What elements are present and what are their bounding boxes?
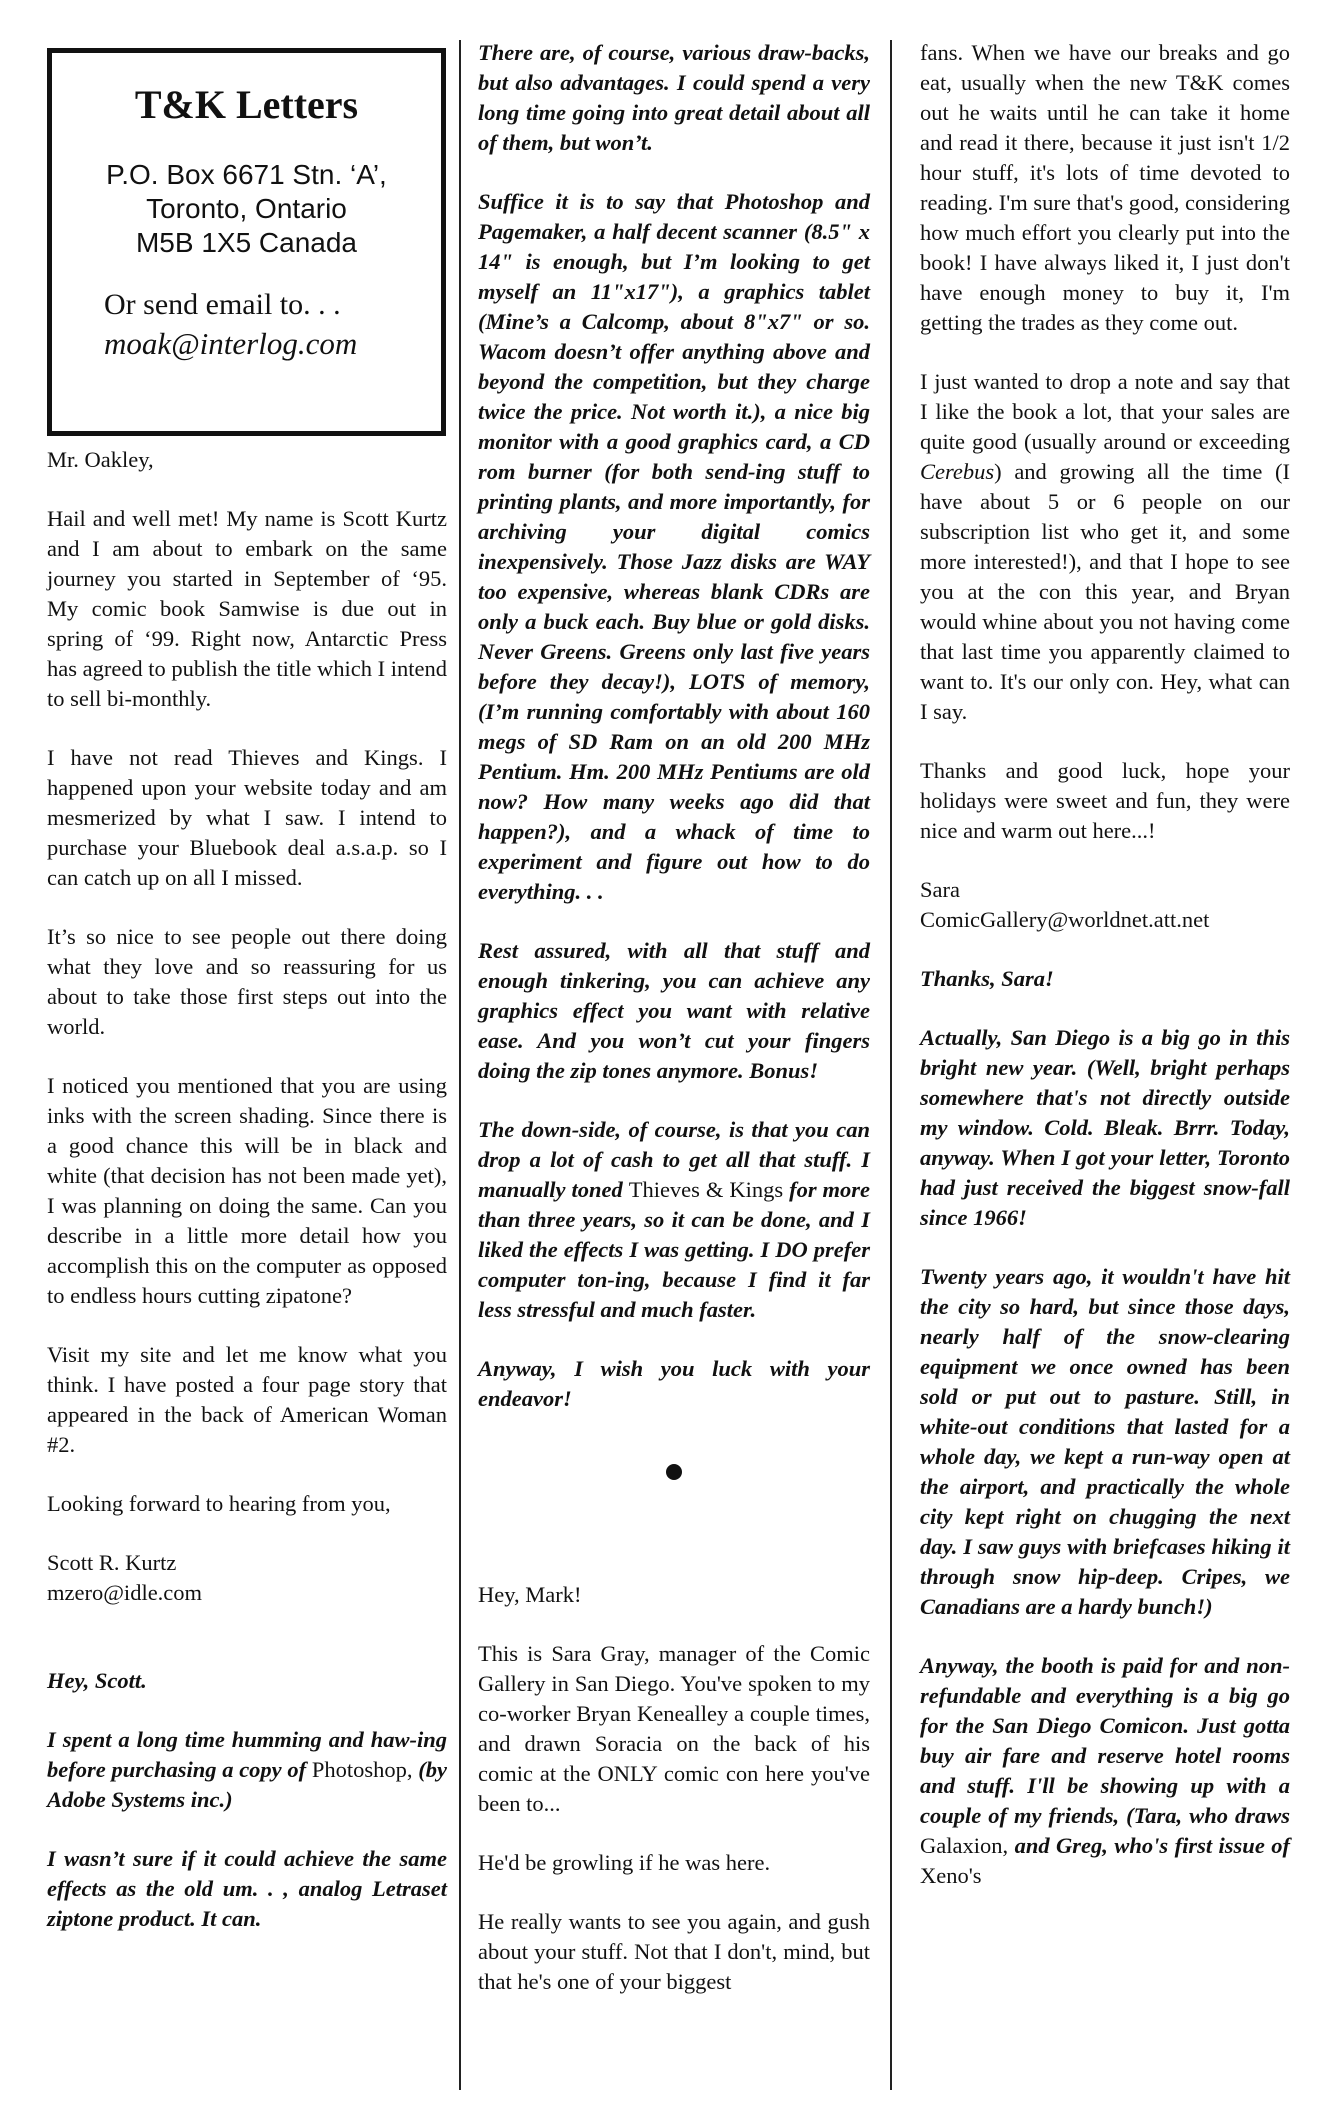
address-line: P.O. Box 6671 Stn. ‘A’, — [106, 159, 387, 190]
reply-text: I spent a long time humming and haw-ing before purchasing a copy of — [47, 1727, 447, 1782]
reply-paragraph: Rest assured, with all that stuff and enough tinkering, you can achieve any graphics effect you want with relative ease. And you won’t cut your fingers doing the zip tones anymore. Bonus! — [478, 938, 870, 1083]
letter-paragraph — [920, 367, 1290, 727]
reply-text: Xeno's — [920, 1863, 982, 1888]
letter-signature — [47, 1548, 447, 1608]
signature-email: mzero@idle.com — [47, 1580, 203, 1605]
reply-text: and Greg, who's first issue of — [1014, 1833, 1290, 1858]
address-line: M5B 1X5 Canada — [135, 227, 358, 258]
reply-paragraph: I wasn’t sure if it could achieve the same effects as the old um. . , analog Letraset ziptone product. It can. — [47, 1846, 447, 1931]
contact-email: moak@interlog.com — [104, 326, 358, 361]
address-line: Toronto, Ontario — [146, 193, 347, 224]
signature-email: ComicGallery@worldnet.att.net — [920, 907, 1210, 932]
column-3 — [920, 38, 1290, 1920]
letter-paragraph: I noticed you mentioned that you are using inks with the screen shading. Since there is a good chance this will be in black and white (that decision has not been made yet), I was planning on doing the same. Can you describe in a little more detail how you accomplish this on the computer as opposed to endless hours cutting zipatone? — [47, 1073, 447, 1308]
letter-paragraph: I have not read Thieves and Kings. I happened upon your website today and am mesmerized by what I saw. I intend to purchase your Bluebook deal a.s.a.p. so I can catch up on all I missed. — [47, 745, 447, 890]
reply-text: The down-side, of course, is that you can drop a lot of cash to get all that stuff. I manually toned — [478, 1117, 870, 1202]
reply-text: Photoshop, — [311, 1757, 413, 1782]
letter-signature — [920, 875, 1290, 935]
column-2 — [478, 38, 870, 2026]
reply-paragraph: Anyway, I wish you luck with your endeavor! — [478, 1356, 870, 1411]
letter-text: ) and growing all the time (I have about 5 or 6 people on our subscription list who get it, and some more interested!), and that I hope to see you at the con this year, and Bryan would whine about you not having come that last time you apparently claimed to want to. It's our only con. Hey, what can I say. — [920, 459, 1290, 724]
letter-text: I just wanted to drop a note and say that I like the book a lot, that your sales are quite good (usually around or exceeding — [920, 369, 1290, 454]
reply-paragraph: Twenty years ago, it wouldn't have hit the city so hard, but since those days, nearly half of the snow-clearing equipment we once owned has been sold or put out to pasture. Still, in white-out conditions that lasted for a whole day, we kept a run-way open at the airport, and practically the whole city kept right on chugging the next day. I saw guys with briefcases hiking it through snow hip-deep. Cripes, we Canadians are a hardy bunch!) — [920, 1264, 1290, 1619]
letter-paragraph: fans. When we have our breaks and go eat, usually when the new T&K comes out he waits until he can take it home and read it there, because it just isn't 1/2 hour stuff, it's lots of time devoted to reading. I'm sure that's good, considering how much effort you clearly put into the book! I have always liked it, I just don't have enough money to buy it, I'm getting the trades as they come out. — [920, 40, 1290, 335]
reply-text: Galaxion, — [920, 1833, 1009, 1858]
reply-salutation: Thanks, Sara! — [920, 966, 1054, 991]
reply-text: (by Adobe Systems inc.) — [47, 1757, 448, 1812]
letter-text: Cerebus — [920, 459, 995, 484]
reply-text: Thieves & Kings — [628, 1177, 784, 1202]
email-label: Or send email to. . . — [104, 288, 341, 321]
section-bullet-icon — [666, 1464, 682, 1480]
letter-paragraph: Thanks and good luck, hope your holidays were sweet and fun, they were nice and warm out here...! — [920, 758, 1290, 843]
address-box — [47, 48, 446, 436]
reply-text: Anyway, the booth is paid for and non-refundable and everything is a big go for the San Diego Comicon. Just gotta buy air fare and reserve hotel rooms and stuff. I'll be showing up with a couple of my friends, (Tara, who draws — [920, 1653, 1290, 1828]
reply-paragraph: Suffice it is to say that Photoshop and Pagemaker, a half decent scanner (8.5" x 14" is enough, but I’m looking to get myself an 11"x17"), a graphics tablet (Mine’s a Calcomp, about 8"x7" or so. Wacom doesn’t offer anything above and beyond the competition, but they charge twice the price. Not worth it.), a nice big monitor with a good graphics card, a CD rom burner (for both send-ing stuff to printing plants, and more importantly, for archiving your digital comics inexpensively. Those Jazz disks are WAY too expensive, whereas blank CDRs are only a buck each. Buy blue or gold disks. Never Greens. Greens only last five years before they decay!), LOTS of memory, (I’m running comfortably with about 160 megs of SD Ram on an old 200 MHz Pentium. Hm. 200 MHz Pentiums are old now? How many weeks ago did that happen?), and a whack of time to experiment and figure out how to do everything. . . — [478, 189, 870, 904]
reply-paragraph: Actually, San Diego is a big go in this bright new year. (Well, bright perhaps somewhere that's not directly outside my window. Cold. Bleak. Brrr. Today, anyway. When I got your letter, Toronto had just received the biggest snow-fall since 1966! — [920, 1025, 1290, 1230]
letter-paragraph: He really wants to see you again, and gush about your stuff. Not that I don't, mind, but that he's one of your biggest — [478, 1909, 870, 1994]
reply-paragraph: There are, of course, various draw-backs, but also advantages. I could spend a very long time going into great detail about all of them, but won’t. — [478, 40, 870, 155]
letter-paragraph: Hail and well met! My name is Scott Kurtz and I am about to embark on the same journey you started in September of ‘95. My comic book Samwise is due out in spring of ‘99. Right now, Antarctic Press has agreed to publish the title which I intend to sell bi-monthly. — [47, 506, 447, 711]
signature-name: Scott R. Kurtz — [47, 1550, 177, 1575]
letter-paragraph: He'd be growling if he was here. — [478, 1850, 771, 1875]
letter-paragraph: This is Sara Gray, manager of the Comic Gallery in San Diego. You've spoken to my co-worker Bryan Kenealley a couple times, and drawn Soracia on the back of his comic at the ONLY comic con here you've been to... — [478, 1641, 870, 1816]
address-title: T&K Letters — [134, 82, 359, 127]
signature-name: Sara — [920, 877, 960, 902]
reply-paragraph — [920, 1651, 1290, 1891]
reply-paragraph — [478, 1115, 870, 1325]
mailing-address — [52, 158, 441, 260]
reply-text: for more than three years, so it can be done, and I liked the effects I was getting. I DO prefer computer ton-ing, because I find it far less stressful and much faster. — [478, 1177, 871, 1322]
column-1 — [47, 445, 447, 1963]
letter-salutation: Hey, Mark! — [478, 1582, 582, 1607]
reply-paragraph — [47, 1725, 447, 1815]
letter-closing: Looking forward to hearing from you, — [47, 1491, 391, 1516]
column-divider — [890, 40, 892, 2090]
reply-salutation: Hey, Scott. — [47, 1668, 147, 1693]
letter-paragraph: Visit my site and let me know what you think. I have posted a four page story that appeared in the back of American Woman #2. — [47, 1342, 447, 1457]
column-divider — [459, 40, 461, 2090]
letter-paragraph: It’s so nice to see people out there doing what they love and so reassuring for us about to take those first steps out into the world. — [47, 924, 447, 1039]
letter-salutation: Mr. Oakley, — [47, 447, 154, 472]
